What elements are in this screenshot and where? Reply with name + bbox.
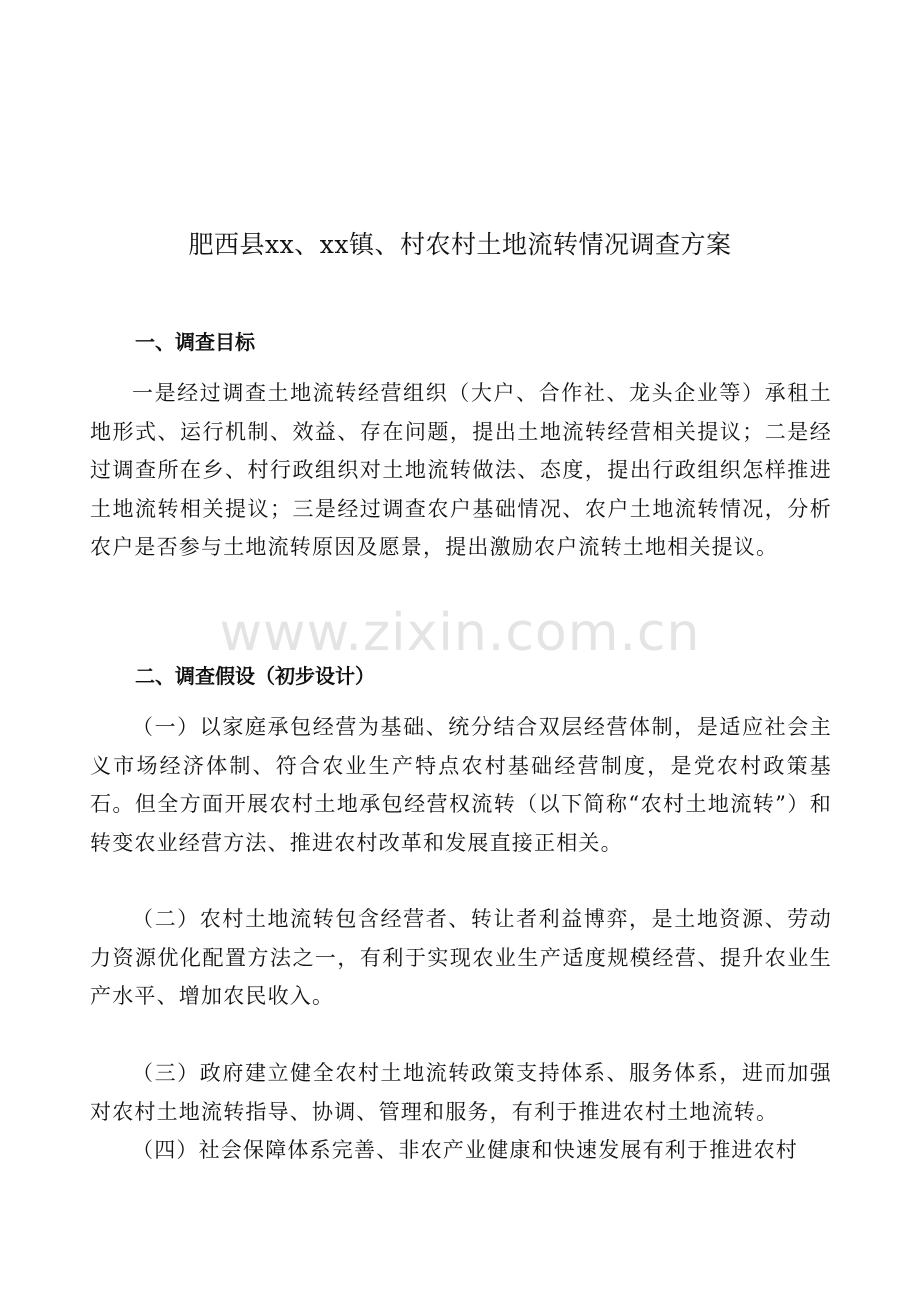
section-heading-hypotheses: 二、调查假设（初步设计） [135,664,375,688]
hypothesis-paragraph-3: （三）政府建立健全农村土地流转政策支持体系、服务体系，进而加强对农村土地流转指导、协调、管理和服务，有利于推进农村土地流转。 [90,1061,832,1124]
hypothesis-paragraph-4: （四）社会保障体系完善、非农产业健康和快速发展有利于推进农村 [132,1138,798,1162]
document-title: 肥西县xx、xx镇、村农村土地流转情况调查方案 [188,230,732,259]
section-heading-objectives: 一、调查目标 [135,330,255,354]
hypothesis-paragraph-1: （一）以家庭承包经营为基础、统分结合双层经营体制，是适应社会主义市场经济体制、符合农业生产特点农村基础经营制度，是党农村政策基石。但全方面开展农村土地承包经营权流转（以下简称“农村土地流转”）和转变农业经营方法、推进农村改革和发展直接正相关。 [90,715,832,855]
hypothesis-paragraph-2: （二）农村土地流转包含经营者、转让者利益博弈，是土地资源、劳动力资源优化配置方法之一，有利于实现农业生产适度规模经营、提升农业生产水平、增加农民收入。 [90,907,832,1008]
objectives-paragraph: 一是经过调查土地流转经营组织（大户、合作社、龙头企业等）承租土地形式、运行机制、效益、存在问题，提出土地流转经营相关提议；二是经过调查所在乡、村行政组织对土地流转做法、态度，提出行政组织怎样推进土地流转相关提议；三是经过调查农户基础情况、农户土地流转情况，分析农户是否参与土地流转原因及愿景，提出激励农户流转土地相关提议。 [90,381,832,559]
watermark-text: www.zixin.com.cn [219,603,701,663]
